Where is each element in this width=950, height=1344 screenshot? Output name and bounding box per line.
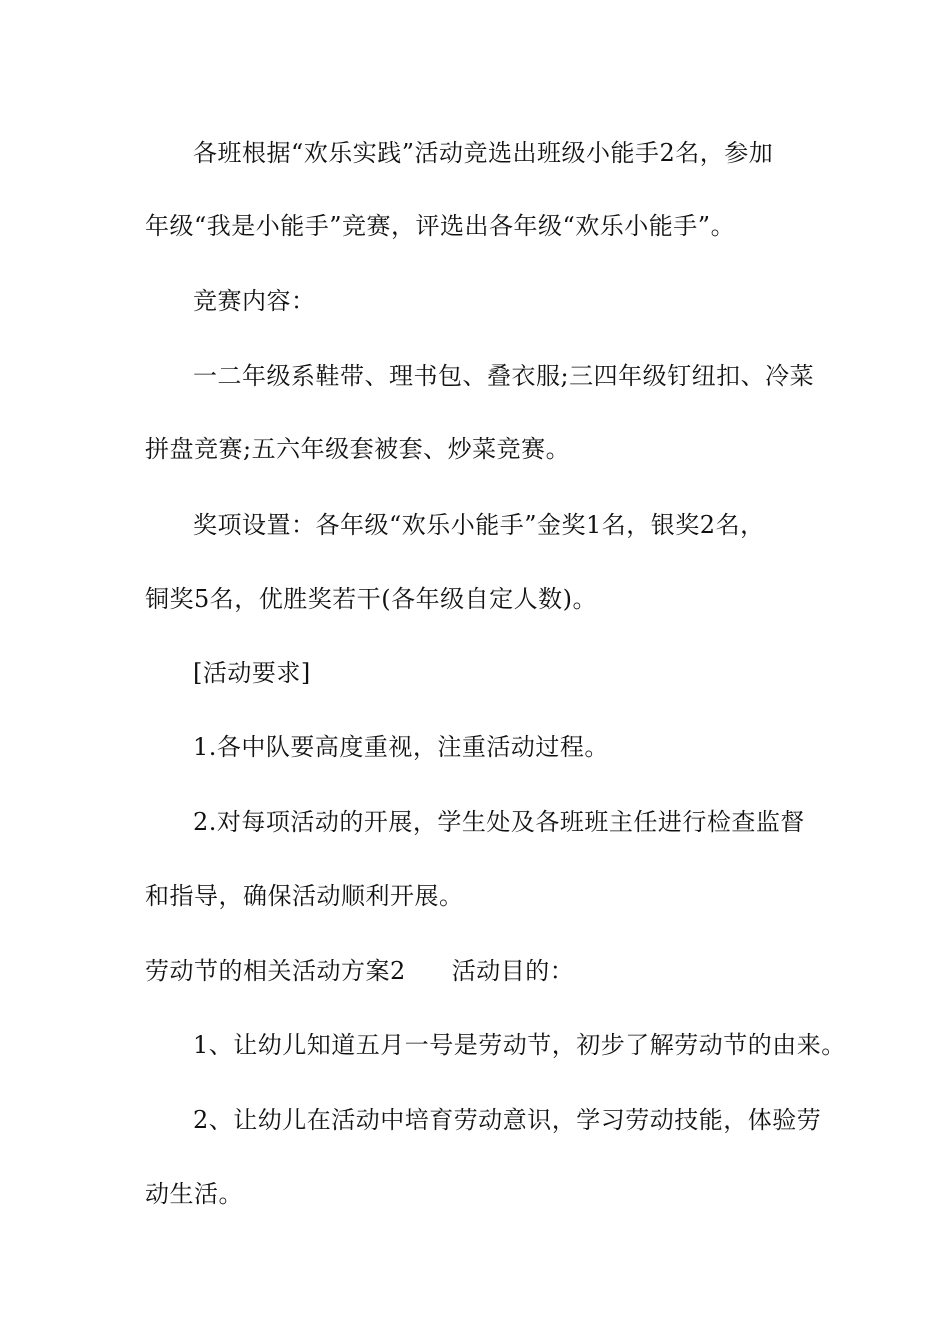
paragraph-line: 竞赛内容：	[193, 287, 316, 315]
list-item: 2.对每项活动的开展，学生处及各班班主任进行检查监督	[193, 808, 805, 836]
subheading: 活动目的：	[451, 957, 575, 985]
list-item: 1.各中队要高度重视，注重活动过程。	[193, 733, 609, 761]
paragraph-line: 拼盘竞赛;五六年级套被套、炒菜竞赛。	[145, 435, 571, 463]
paragraph-line: 一二年级系鞋带、理书包、叠衣服;三四年级钉纽扣、冷菜	[193, 362, 815, 390]
paragraph-line: 年级“我是小能手”竞赛，评选出各年级“欢乐小能手”。	[145, 212, 736, 240]
paragraph-line: 奖项设置：各年级“欢乐小能手”金奖1名，银奖2名，	[193, 511, 765, 539]
list-item: 1、让幼儿知道五月一号是劳动节，初步了解劳动节的由来。	[193, 1031, 846, 1059]
section-title: 劳动节的相关活动方案2	[145, 957, 406, 985]
paragraph-line: 和指导，确保活动顺利开展。	[145, 882, 464, 910]
paragraph-line: 动生活。	[145, 1180, 243, 1208]
section-heading: [活动要求]	[193, 659, 311, 687]
list-item: 2、让幼儿在活动中培育劳动意识，学习劳动技能，体验劳	[193, 1106, 822, 1134]
paragraph-line: 铜奖5名，优胜奖若干(各年级自定人数)。	[145, 585, 597, 613]
paragraph-line: 各班根据“欢乐实践”活动竞选出班级小能手2名，参加	[193, 139, 774, 167]
section-title-line	[145, 955, 574, 987]
